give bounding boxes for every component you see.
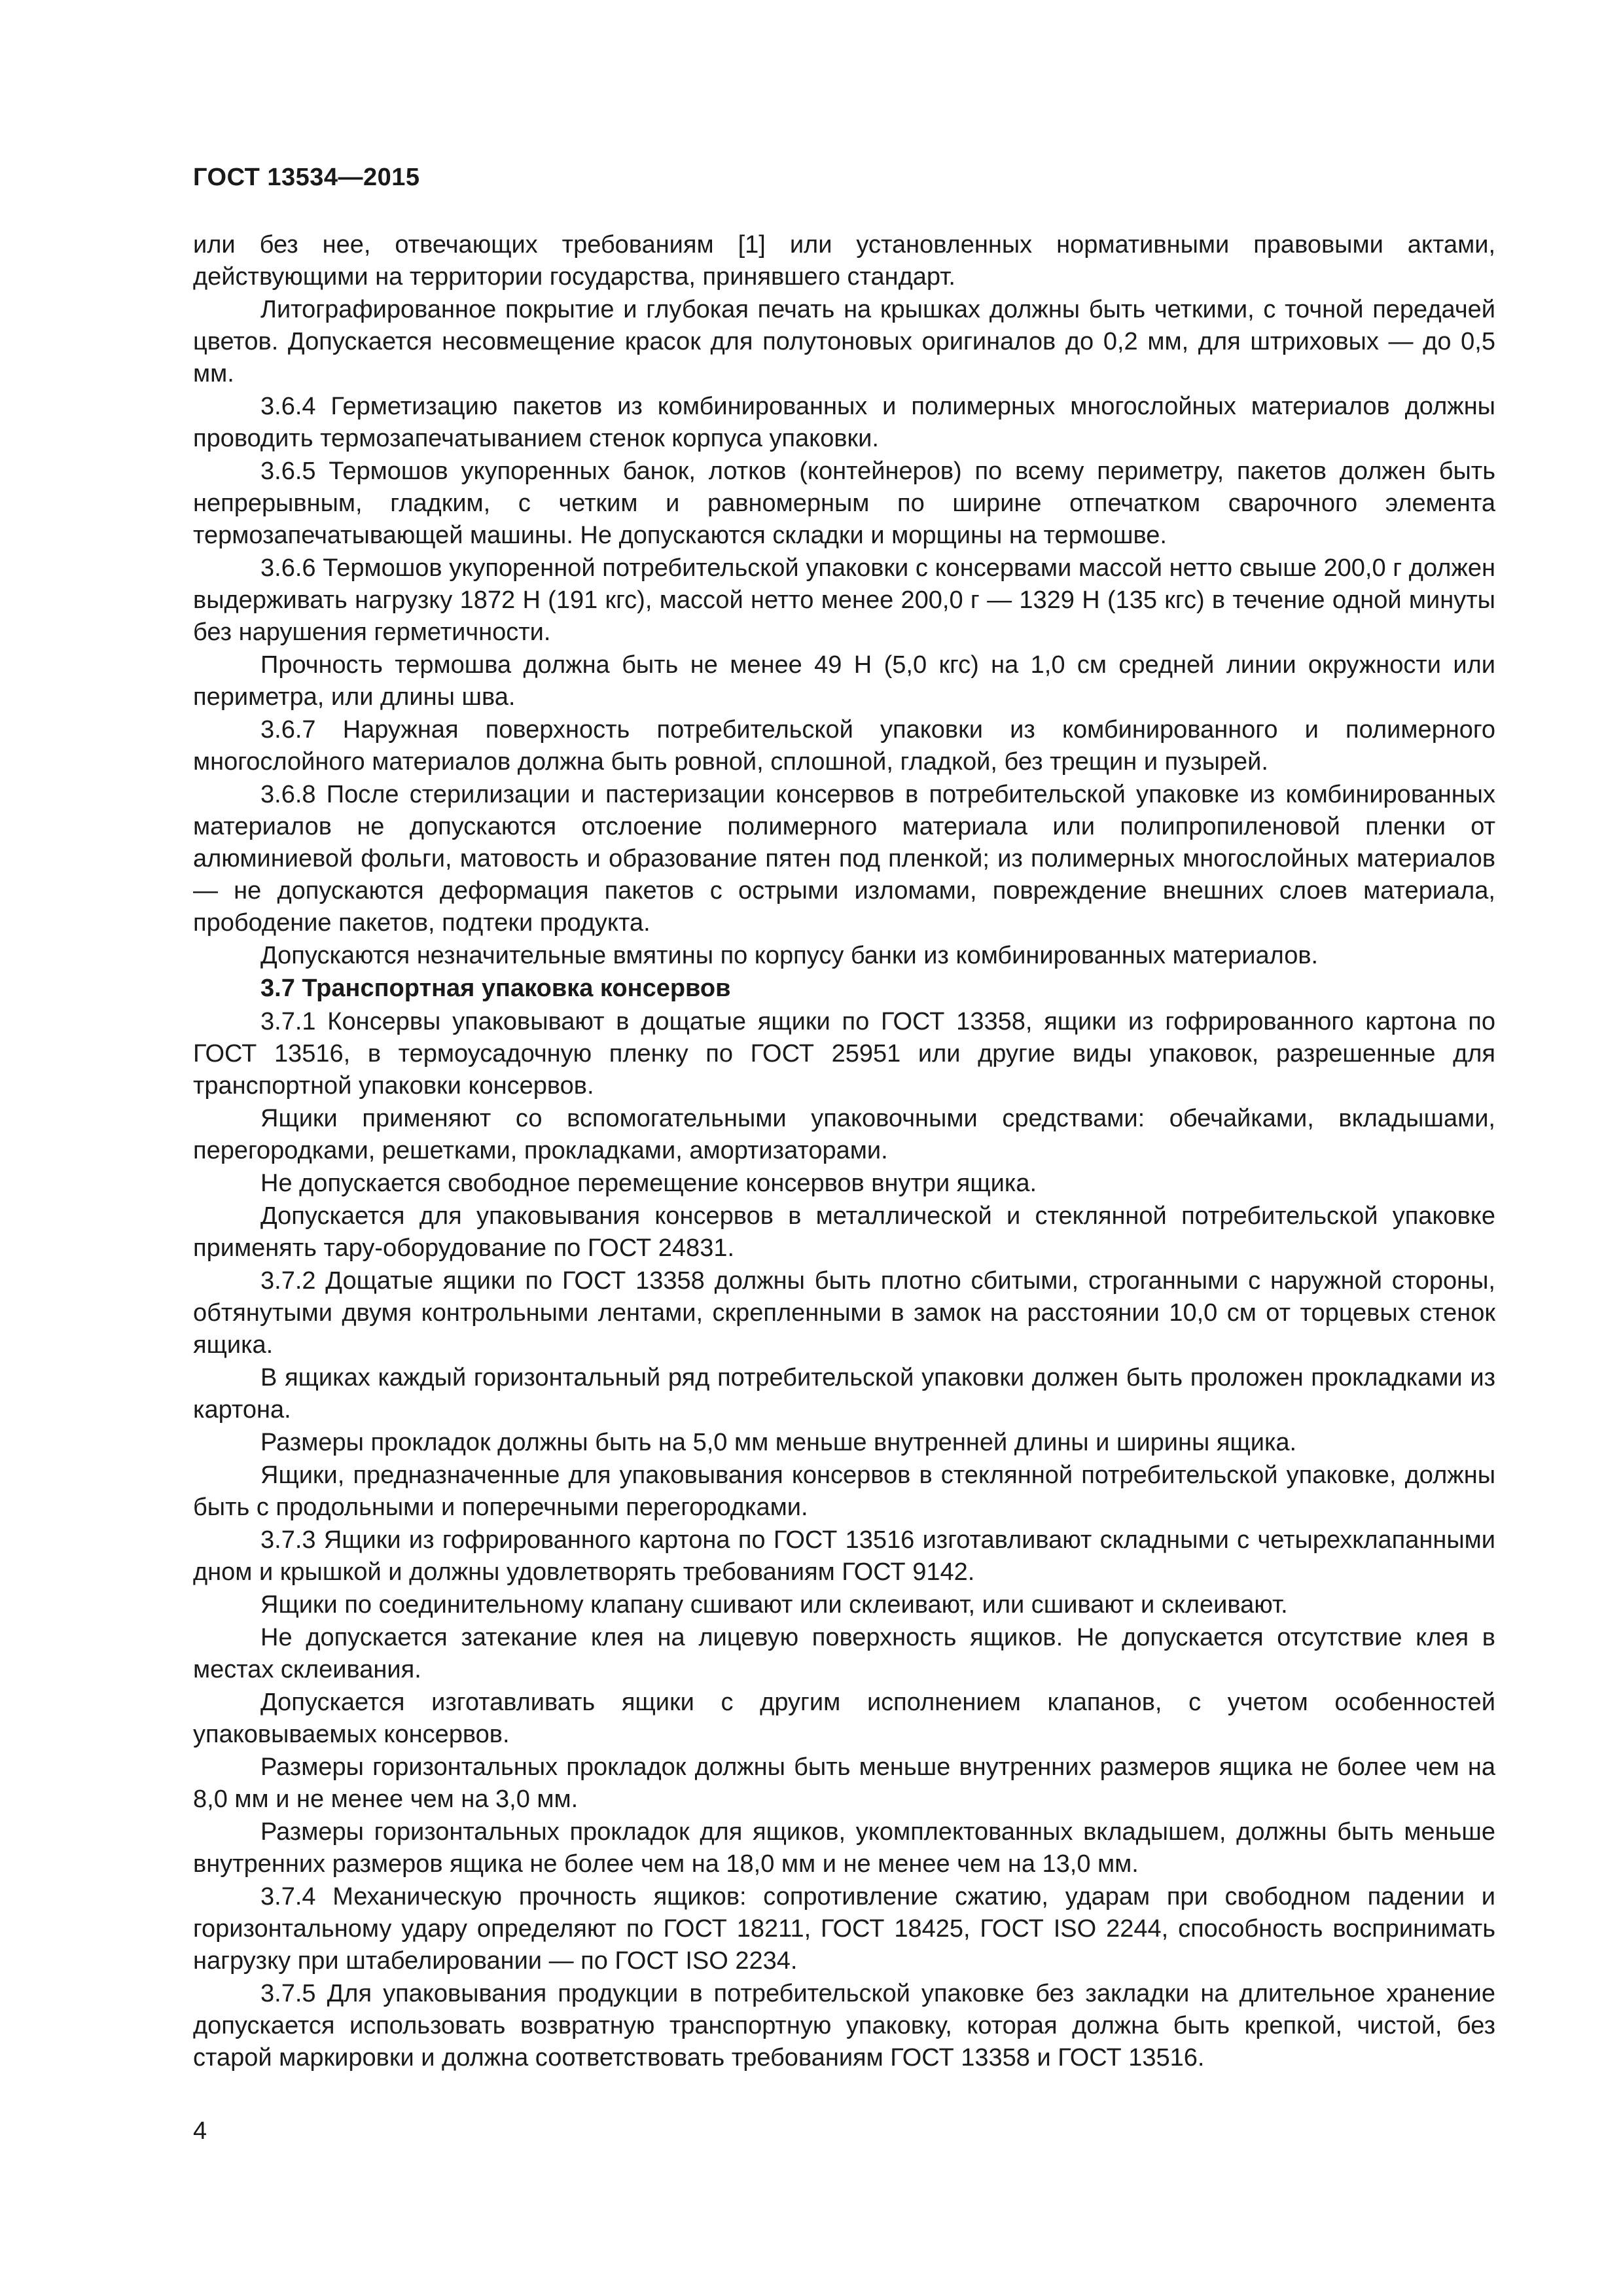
paragraph: 3.7.2 Дощатые ящики по ГОСТ 13358 должны быть плотно сбитыми, строганными с наружной стороны, обтянутыми двумя контрольными лентами, скрепленными в замок на расстоянии 10,0 см от торцевых стенок ящика. (193, 1267, 1495, 1359)
paragraph: 3.6.7 Наружная поверхность потребительской упаковки из комбинированного и полимерного многослойного материалов должна быть ровной, сплошной, гладкой, без трещин и пузырей. (193, 716, 1495, 776)
paragraph: Ящики применяют со вспомогательными упаковочными средствами: обечайками, вкладышами, перегородками, решетками, прокладками, амортизаторами. (193, 1105, 1495, 1164)
document-header: ГОСТ 13534—2015 (193, 164, 420, 191)
paragraph: 3.7.4 Механическую прочность ящиков: сопротивление сжатию, ударам при свободном падении и горизонтальному удару определяют по ГОСТ 18211, ГОСТ 18425, ГОСТ ISO 2244, способность воспринимать нагрузку при штабелировании — по ГОСТ ISO 2234. (193, 1883, 1495, 1975)
paragraph: 3.7.1 Консервы упаковывают в дощатые ящики по ГОСТ 13358, ящики из гофрированного картона по ГОСТ 13516, в термоусадочную пленку по ГОСТ 25951 или другие виды упаковок, разрешенные для транспортной упаковки консервов. (193, 1008, 1495, 1100)
paragraph: Размеры прокладок должны быть на 5,0 мм меньше внутренней длины и ширины ящика. (260, 1429, 1297, 1456)
paragraph: В ящиках каждый горизонтальный ряд потребительской упаковки должен быть проложен прокладками из картона. (193, 1364, 1495, 1424)
paragraph: или без нее, отвечающих требованиям [1] или установленных нормативными правовыми актами, действующими на территории государства, принявшего стандарт. (193, 231, 1495, 291)
paragraph: Размеры горизонтальных прокладок для ящиков, укомплектованных вкладышем, должны быть меньше внутренних размеров ящика не более чем на 18,0 мм и не менее чем на 13,0 мм. (193, 1818, 1495, 1878)
paragraph: Не допускается свободное перемещение консервов внутри ящика. (260, 1170, 1037, 1197)
paragraph: 3.6.6 Термошов укупоренной потребительской упаковки с консервами массой нетто свыше 200,0 г должен выдерживать нагрузку 1872 Н (191 кгс), массой нетто менее 200,0 г — 1329 Н (135 кгс) в течение одной минуты без нарушения герметичности. (193, 554, 1495, 646)
paragraph: Размеры горизонтальных прокладок должны быть меньше внутренних размеров ящика не более чем на 8,0 мм и не менее чем на 3,0 мм. (193, 1753, 1495, 1813)
paragraph: 3.6.4 Герметизацию пакетов из комбинированных и полимерных многослойных материалов должны проводить термозапечатыванием стенок корпуса упаковки. (193, 393, 1495, 452)
paragraph: Литографированное покрытие и глубокая печать на крышках должны быть четкими, с точной передачей цветов. Допускается несовмещение красок для полутоновых оригиналов до 0,2 мм, для штриховых — до 0,5 мм. (193, 296, 1495, 387)
paragraph: Не допускается затекание клея на лицевую поверхность ящиков. Не допускается отсутствие клея в местах склеивания. (193, 1624, 1495, 1683)
paragraph: Допускаются незначительные вмятины по корпусу банки из комбинированных материалов. (260, 942, 1319, 969)
paragraph: Допускается изготавливать ящики с другим исполнением клапанов, с учетом особенностей упаковываемых консервов. (193, 1689, 1495, 1748)
paragraph: 3.7.3 Ящики из гофрированного картона по ГОСТ 13516 изготавливают складными с четырехклапанными дном и крышкой и должны удовлетворять требованиям ГОСТ 9142. (193, 1526, 1495, 1586)
paragraph: Ящики, предназначенные для упаковывания консервов в стеклянной потребительской упаковке, должны быть с продольными и поперечными перегородками. (193, 1462, 1495, 1521)
section-heading: 3.7 Транспортная упаковка консервов (260, 975, 731, 1002)
paragraph: 3.6.8 После стерилизации и пастеризации консервов в потребительской упаковке из комбинированных материалов не допускаются отслоение полимерного материала или полипропиленовой пленки от алюминиевой фольги, матовость и образование пятен под пленкой; из полимерных многослойных материалов — не допускаются деформация пакетов с острыми изломами, повреждение внешних слоев материала, прободение пакетов, подтеки продукта. (193, 781, 1495, 937)
paragraph: 3.7.5 Для упаковывания продукции в потребительской упаковке без закладки на длительное хранение допускается использовать возвратную транспортную упаковку, которая должна быть крепкой, чистой, без старой маркировки и должна соответствовать требованиям ГОСТ 13358 и ГОСТ 13516. (193, 1980, 1495, 2072)
paragraph: Допускается для упаковывания консервов в металлической и стеклянной потребительской упаковке применять тару-оборудование по ГОСТ 24831. (193, 1202, 1495, 1262)
paragraph: Прочность термошва должна быть не менее 49 Н (5,0 кгс) на 1,0 см средней линии окружности или периметра, или длины шва. (193, 651, 1495, 711)
paragraph: Ящики по соединительному клапану сшивают или склеивают, или сшивают и склеивают. (260, 1591, 1288, 1619)
page-number: 4 (193, 2117, 207, 2145)
paragraph: 3.6.5 Термошов укупоренных банок, лотков (контейнеров) по всему периметру, пакетов должен быть непрерывным, гладким, с четким и равномерным по ширине отпечатком сварочного элемента термозапечатывающей машины. Не допускаются складки и морщины на термошве. (193, 457, 1495, 549)
document-body (193, 229, 1495, 2075)
